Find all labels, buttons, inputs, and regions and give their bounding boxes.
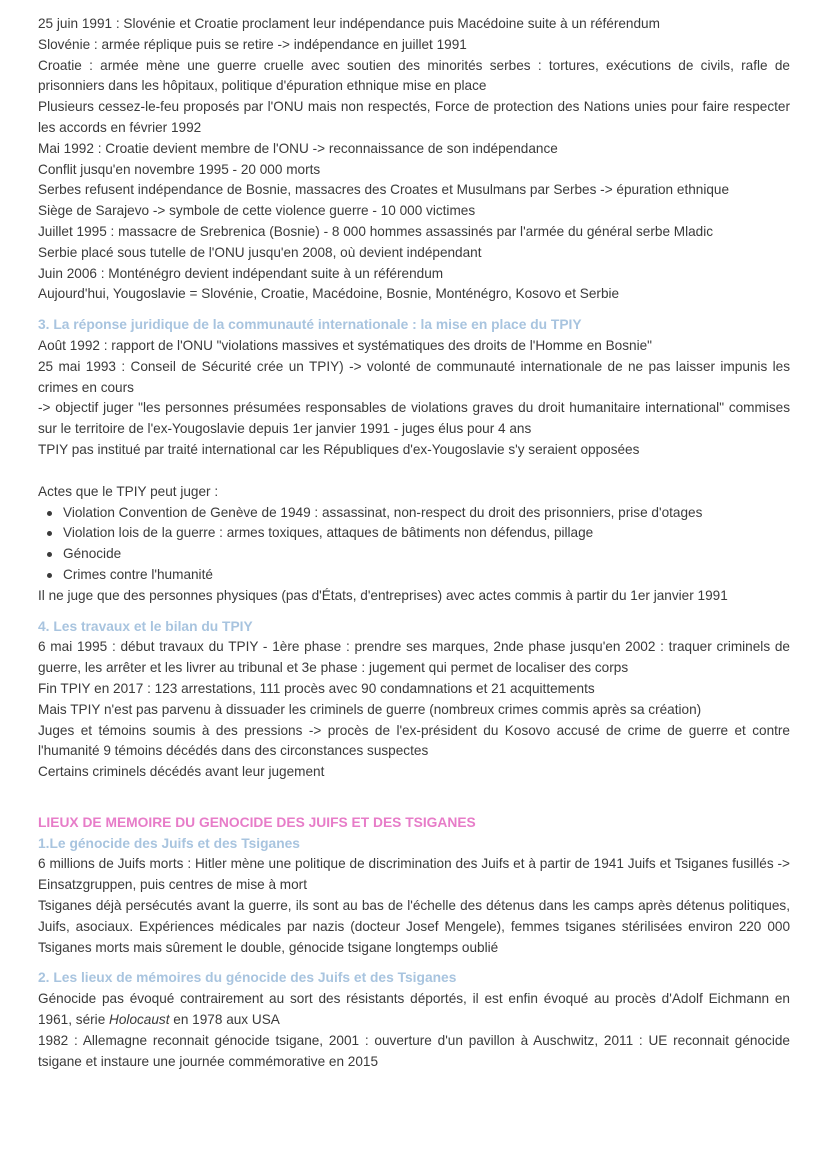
paragraph: Slovénie : armée réplique puis se retire -> indépendance en juillet 1991 (38, 36, 467, 52)
paragraph: Tsiganes déjà persécutés avant la guerre, ils sont au bas de l'échelle des détenus dans les camps après détenus politiques, Juifs, asociaux. Expériences médicales par nazis (docteur Josef Mengele), femmes tsiganes stérilisées environ 220 000 Tsiganes morts mais sûrement le double, génocide tsigane longtemps oublié (38, 898, 790, 955)
paragraph: Il ne juge que des personnes physiques (pas d'États, d'entreprises) avec actes commis à partir du 1er janvier 1991 (38, 587, 728, 603)
document-page (38, 14, 790, 1072)
paragraph: Mais TPIY n'est pas parvenu à dissuader les criminels de guerre (nombreux crimes commis après sa création) (38, 701, 702, 717)
paragraph: 25 juin 1991 : Slovénie et Croatie proclament leur indépendance puis Macédoine suite à un référendum (38, 16, 660, 31)
section-heading-2: 2. Les lieux de mémoires du génocide des Juifs et des Tsiganes (38, 970, 457, 986)
section-heading-1: 1.Le génocide des Juifs et des Tsiganes (38, 835, 300, 851)
section-heading-4: 4. Les travaux et le bilan du TPIY (38, 618, 253, 634)
bullet-icon (47, 531, 52, 536)
bullet-icon (47, 573, 52, 578)
paragraph: Siège de Sarajevo -> symbole de cette violence guerre - 10 000 victimes (38, 203, 476, 219)
chapter-title: LIEUX DE MEMOIRE DU GENOCIDE DES JUIFS ET DES TSIGANES (38, 814, 476, 830)
paragraph: Juges et témoins soumis à des pressions -> procès de l'ex-président du Kosovo accusé de crime de guerre et contre l'humanité 9 témoins décédés dans des circonstances suspectes (38, 722, 790, 759)
paragraph: Serbie placé sous tutelle de l'ONU jusqu'en 2008, où devient indépendant (38, 244, 482, 260)
bullet-icon (47, 552, 52, 557)
paragraph: Août 1992 : rapport de l'ONU "violations massives et systématiques des droits de l'Homme en Bosnie" (38, 337, 653, 353)
series-title: Holocaust (109, 1012, 170, 1028)
paragraph: Plusieurs cessez-le-feu proposés par l'ONU mais non respectés, Force de protection des Nations unies pour faire respecter les accords en février 1992 (38, 99, 790, 135)
paragraph: Juin 2006 : Monténégro devient indépendant suite à un référendum (38, 265, 444, 281)
paragraph: Aujourd'hui, Yougoslavie = Slovénie, Croatie, Macédoine, Bosnie, Monténégro, Kosovo et Serbie (38, 286, 620, 302)
bullet-icon (47, 511, 52, 516)
list-item: Crimes contre l'humanité (38, 565, 790, 586)
section-heading-3: 3. La réponse juridique de la communauté internationale : la mise en place du TPIY (38, 317, 582, 333)
paragraph: 25 mai 1993 : Conseil de Sécurité crée un TPIY) -> volonté de communauté internationale de ne pas laisser impunis les crimes en cours (38, 358, 790, 395)
list-item: Violation lois de la guerre : armes toxiques, attaques de bâtiments non défendus, pillage (38, 523, 790, 544)
paragraph: Mai 1992 : Croatie devient membre de l'ONU -> reconnaissance de son indépendance (38, 140, 558, 156)
paragraph: -> objectif juger "les personnes présumées responsables de violations graves du droit humanitaire international" commises sur le territoire de l'ex-Yougoslavie depuis 1er janvier 1991 - juges élus pour 4 ans (38, 400, 790, 437)
acts-intro: Actes que le TPIY peut juger : (38, 483, 219, 499)
paragraph: 1982 : Allemagne reconnait génocide tsigane, 2001 : ouverture d'un pavillon à Auschwitz, 2011 : UE reconnait génocide tsigane et instaure une journée commémorative en 2015 (38, 1032, 790, 1069)
list-item: Génocide (38, 544, 790, 565)
acts-list (38, 503, 790, 586)
paragraph: Conflit jusqu'en novembre 1995 - 20 000 morts (38, 161, 321, 177)
paragraph: TPIY pas institué par traité international car les Républiques d'ex-Yougoslavie s'y seraient opposées (38, 441, 640, 457)
paragraph: Juillet 1995 : massacre de Srebrenica (Bosnie) - 8 000 hommes assassinés par l'armée du général serbe Mladic (38, 223, 714, 239)
paragraph: Génocide pas évoqué contrairement au sort des résistants déportés, il est enfin évoqué au procès d'Adolf Eichmann en 1961, série Holocaust en 1978 aux USA (38, 991, 790, 1028)
paragraph: Certains criminels décédés avant leur jugement (38, 764, 325, 780)
paragraph: 6 mai 1995 : début travaux du TPIY - 1ère phase : prendre ses marques, 2nde phase jusqu'en 2002 : traquer criminels de guerre, les arrêter et les livrer au tribunal et 3e phase : jugement qui permet de localiser des corps (38, 639, 790, 676)
paragraph: Serbes refusent indépendance de Bosnie, massacres des Croates et Musulmans par Serbes -> épuration ethnique (38, 182, 730, 198)
paragraph: Croatie : armée mène une guerre cruelle avec soutien des minorités serbes : tortures, exécutions de civils, rafle de prisonniers dans les hôpitaux, politique d'épuration ethnique mise en place (38, 57, 790, 94)
list-item: Violation Convention de Genève de 1949 : assassinat, non-respect du droit des prisonniers, prise d'otages (38, 503, 790, 524)
paragraph: Fin TPIY en 2017 : 123 arrestations, 111 procès avec 90 condamnations et 21 acquittements (38, 680, 595, 696)
paragraph: 6 millions de Juifs morts : Hitler mène une politique de discrimination des Juifs et à partir de 1941 Juifs et Tsiganes fusillés -> Einsatzgruppen, puis centres de mise à mort (38, 856, 790, 893)
